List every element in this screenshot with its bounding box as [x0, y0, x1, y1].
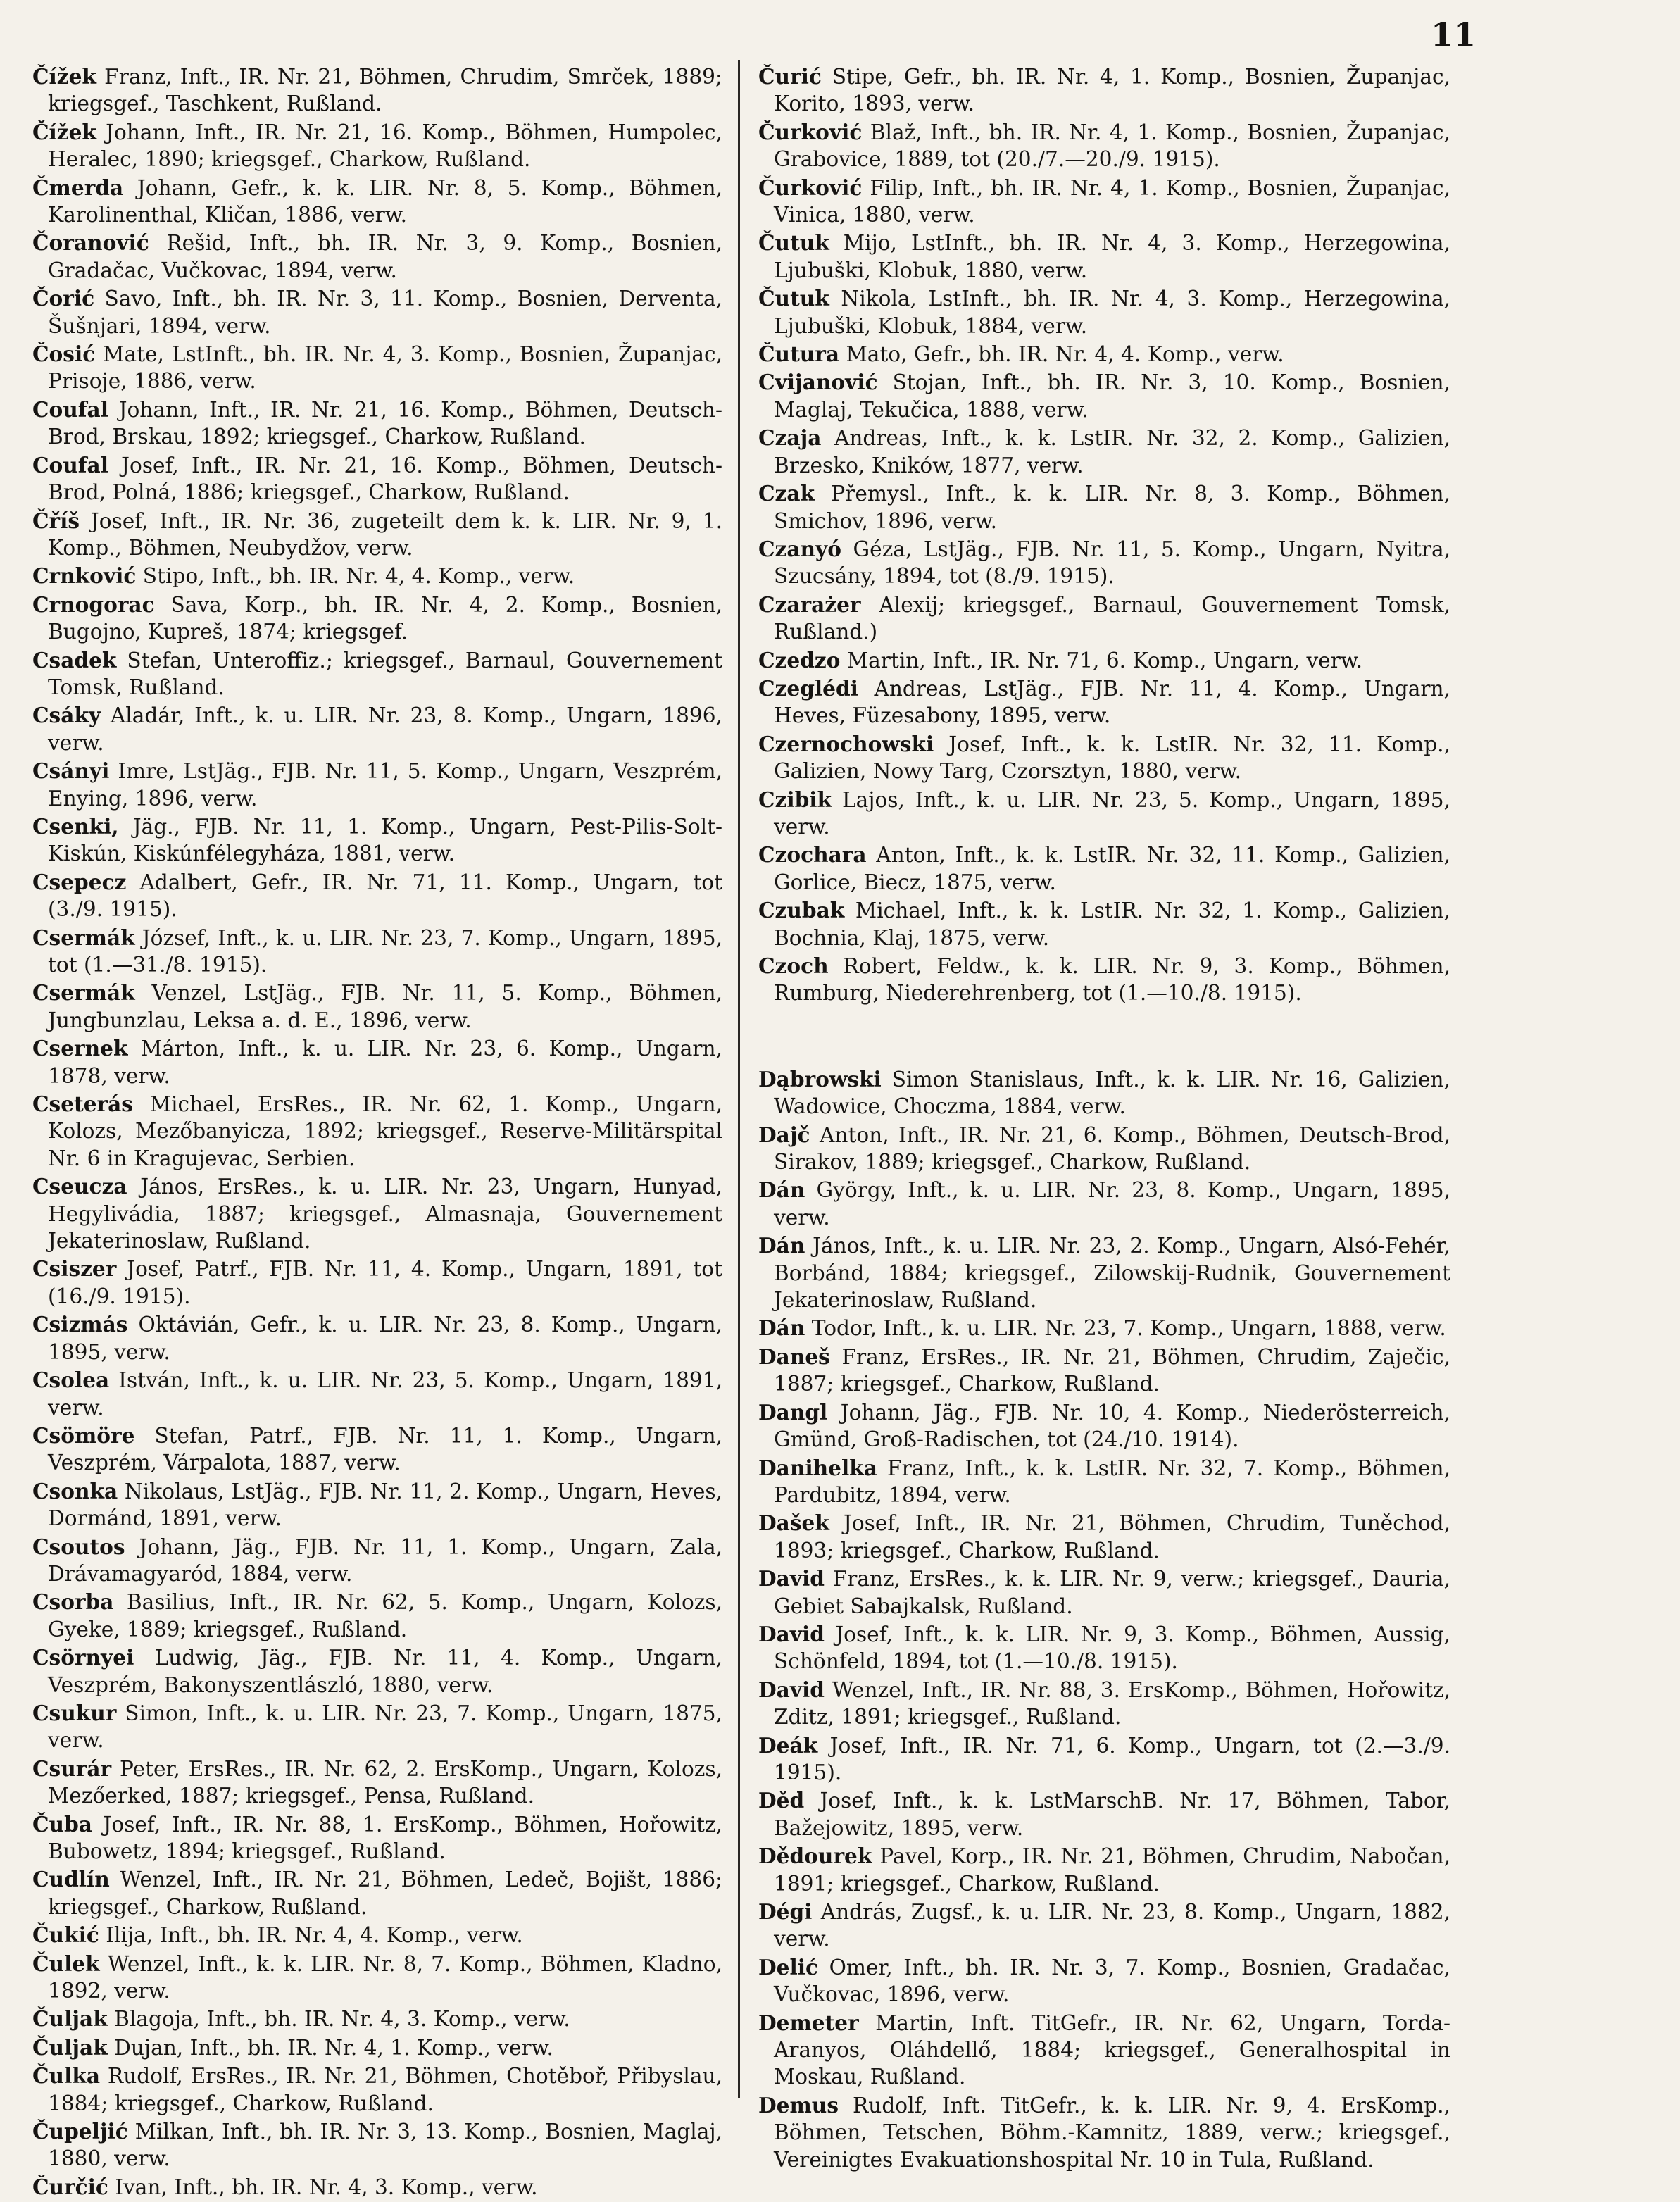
entry-surname: Cudlín	[32, 1867, 110, 1892]
list-entry	[32, 702, 722, 756]
list-entry	[32, 396, 722, 451]
list-entry	[758, 897, 1450, 951]
entry-details: Stojan, Inft., bh. IR. Nr. 3, 10. Komp., Bosnien, Maglaj, Tekučica, 1888, verw.	[774, 370, 1450, 422]
entry-surname: Czak	[758, 481, 815, 506]
list-entry	[758, 1843, 1450, 1897]
list-entry	[32, 119, 722, 173]
entry-surname: Czeglédi	[758, 675, 858, 701]
entry-details: Imre, LstJäg., FJB. Nr. 11, 5. Komp., Ungarn, Veszprém, Enying, 1896, verw.	[48, 759, 722, 811]
entry-surname: Csömöre	[32, 1422, 135, 1448]
entry-surname: Čuljak	[32, 2034, 108, 2060]
entry-details: Aladár, Inft., k. u. LIR. Nr. 23, 8. Komp., Ungarn, 1896, verw.	[48, 703, 722, 755]
entry-details: Martin, Inft. TitGefr., IR. Nr. 62, Ungarn, Torda-Aranyos, Oláhdellő, 1884; kriegsgef., Generalhospital in Moskau, Rußland.	[774, 2010, 1450, 2089]
entry-details: János, ErsRes., k. u. LIR. Nr. 23, Ungarn, Hunyad, Hegylivádia, 1887; kriegsgef., Almasnaja, Gouvernement Jekaterinoslaw, Rußland.	[48, 1175, 722, 1253]
left-column	[32, 63, 722, 2202]
entry-details: Milkan, Inft., bh. IR. Nr. 3, 13. Komp., Bosnien, Maglaj, 1880, verw.	[48, 2120, 722, 2171]
list-entry	[758, 1399, 1450, 1453]
entry-surname: Csukur	[32, 1700, 117, 1725]
entry-details: Franz, ErsRes., k. k. LIR. Nr. 9, verw.; kriegsgef., Dauria, Gebiet Sabajkalsk, Rußland.	[774, 1567, 1450, 1618]
entry-surname: Csadek	[32, 647, 117, 673]
entry-details: György, Inft., k. u. LIR. Nr. 23, 8. Komp., Ungarn, 1895, verw.	[774, 1178, 1450, 1230]
list-entry	[758, 647, 1450, 674]
list-entry	[32, 1478, 722, 1532]
entry-details: Andreas, Inft., k. k. LstIR. Nr. 32, 2. Komp., Galizien, Brzesko, Kników, 1877, verw.	[774, 426, 1450, 477]
entry-details: József, Inft., k. u. LIR. Nr. 23, 7. Komp., Ungarn, 1895, tot (1.—31./8. 1915).	[48, 925, 722, 977]
entry-details: Johann, Gefr., k. k. LIR. Nr. 8, 5. Komp., Böhmen, Karolinenthal, Kličan, 1886, verw.	[48, 175, 722, 227]
entry-details: Wenzel, Inft., k. k. LIR. Nr. 8, 7. Komp., Böhmen, Kladno, 1892, verw.	[48, 1951, 722, 2003]
entry-surname: David	[758, 1566, 825, 1591]
entry-surname: Čutuk	[758, 286, 829, 311]
entry-surname: Děd	[758, 1788, 805, 1813]
entry-surname: Čulka	[32, 2063, 100, 2089]
entry-surname: Csurár	[32, 1756, 112, 1781]
entry-surname: Csonka	[32, 1478, 118, 1503]
entry-surname: Čosić	[32, 342, 96, 367]
list-entry	[32, 980, 722, 1034]
entry-details: Sava, Korp., bh. IR. Nr. 4, 2. Komp., Bosnien, Bugojno, Kupreš, 1874; kriegsgef.	[48, 592, 722, 644]
list-entry	[758, 675, 1450, 730]
entry-surname: Czubak	[758, 898, 845, 923]
entry-details: Dujan, Inft., bh. IR. Nr. 4, 1. Komp., verw.	[114, 2035, 553, 2060]
entry-details: Stefan, Unteroffiz.; kriegsgef., Barnaul, Gouvernement Tomsk, Rußland.	[48, 648, 722, 699]
list-entry	[32, 2118, 722, 2172]
entry-surname: Czedzo	[758, 647, 841, 673]
list-entry	[32, 925, 722, 979]
column-divider	[738, 60, 740, 2098]
list-entry	[758, 1315, 1450, 1341]
list-entry	[32, 1367, 722, 1421]
list-entry	[32, 1422, 722, 1477]
entry-details: Jäg., FJB. Nr. 11, 1. Komp., Ungarn, Pest-Pilis-Solt-Kiskún, Kiskúnfélegyháza, 1881, verw.	[48, 814, 722, 866]
entry-surname: Csepecz	[32, 869, 127, 894]
list-entry	[32, 1756, 722, 1810]
entry-surname: Dajč	[758, 1122, 810, 1147]
list-entry	[758, 1677, 1450, 1731]
list-entry	[32, 1700, 722, 1754]
entry-surname: Crnković	[32, 563, 137, 589]
list-entry	[758, 1455, 1450, 1509]
entry-details: Nikola, LstInft., bh. IR. Nr. 4, 3. Komp., Herzegowina, Ljubuški, Klobuk, 1884, verw.	[774, 287, 1450, 338]
entry-details: Mijo, LstInft., bh. IR. Nr. 4, 3. Komp., Herzegowina, Ljubuški, Klobuk, 1880, verw.	[774, 231, 1450, 282]
list-entry	[32, 341, 722, 395]
list-entry	[758, 2010, 1450, 2091]
list-entry	[32, 647, 722, 701]
entry-details: Josef, Inft., k. k. LstIR. Nr. 32, 11. Komp., Galizien, Nowy Targ, Czorsztyn, 1880, verw.	[774, 732, 1450, 784]
entry-details: Anton, Inft., k. k. LstIR. Nr. 32, 11. Komp., Galizien, Gorlice, Biecz, 1875, verw.	[774, 843, 1450, 894]
entry-surname: Cseterás	[32, 1091, 133, 1117]
entry-details: Martin, Inft., IR. Nr. 71, 6. Komp., Ungarn, verw.	[846, 648, 1363, 673]
entry-details: Stipe, Gefr., bh. IR. Nr. 4, 1. Komp., Bosnien, Županjac, Korito, 1893, verw.	[774, 65, 1450, 116]
list-entry	[32, 1091, 722, 1172]
entry-surname: Czaja	[758, 425, 822, 451]
list-entry	[758, 119, 1450, 173]
entry-surname: David	[758, 1621, 825, 1646]
entry-surname: Čuljak	[32, 2006, 108, 2032]
list-entry	[758, 1510, 1450, 1564]
entry-surname: Czoch	[758, 953, 829, 978]
entry-details: Anton, Inft., IR. Nr. 21, 6. Komp., Böhmen, Deutsch-Brod, Sirakov, 1889; kriegsgef., Charkow, Rußland.	[774, 1122, 1450, 1175]
list-entry	[32, 1811, 722, 1865]
list-entry	[32, 1311, 722, 1365]
entry-surname: Čříš	[32, 508, 80, 533]
entry-details: Franz, Inft., IR. Nr. 21, Böhmen, Chrudim, Smrček, 1889; kriegsgef., Taschkent, Rußland.	[48, 65, 722, 116]
entry-details: Michael, ErsRes., IR. Nr. 62, 1. Komp., Ungarn, Kolozs, Mezőbanyicza, 1892; kriegsgef., Reserve-Militärspital Nr. 6 in Kragujevac, Serbien.	[48, 1092, 722, 1170]
entry-surname: Dašek	[758, 1510, 829, 1536]
list-entry	[32, 869, 722, 923]
list-entry	[32, 592, 722, 646]
list-entry	[758, 1565, 1450, 1620]
entry-details: Franz, ErsRes., IR. Nr. 21, Böhmen, Chrudim, Zaječic, 1887; kriegsgef., Charkow, Rußland.	[774, 1344, 1450, 1396]
list-entry	[758, 1344, 1450, 1398]
list-entry	[758, 285, 1450, 339]
entry-surname: Csoutos	[32, 1534, 125, 1559]
list-entry	[758, 787, 1450, 841]
entry-surname: Czarażer	[758, 592, 861, 617]
entry-surname: Csorba	[32, 1589, 114, 1615]
entry-surname: Čížek	[32, 119, 96, 144]
entry-surname: Dangl	[758, 1399, 828, 1425]
page-number: 11	[1430, 15, 1476, 54]
list-entry	[32, 230, 722, 284]
entry-surname: Czochara	[758, 842, 867, 868]
entry-surname: Čutura	[758, 342, 840, 367]
list-entry	[32, 813, 722, 868]
entry-surname: Csermák	[32, 980, 135, 1006]
entry-surname: Demeter	[758, 2010, 859, 2035]
entry-details: Josef, Inft., IR. Nr. 71, 6. Komp., Ungarn, tot (2.—3./9. 1915).	[774, 1733, 1450, 1784]
list-entry	[32, 1035, 722, 1089]
entry-surname: Čmerda	[32, 175, 124, 200]
list-entry	[32, 2063, 722, 2117]
entry-surname: Demus	[758, 2092, 839, 2117]
entry-surname: Danihelka	[758, 1455, 877, 1480]
entry-surname: Dégi	[758, 1899, 813, 1924]
entry-surname: Csernek	[32, 1036, 128, 1061]
entry-details: István, Inft., k. u. LIR. Nr. 23, 5. Komp., Ungarn, 1891, verw.	[48, 1368, 722, 1420]
entry-details: Márton, Inft., k. u. LIR. Nr. 23, 6. Komp., Ungarn, 1878, verw.	[48, 1037, 722, 1088]
entry-surname: Čurčić	[32, 2174, 108, 2199]
entry-details: Nikolaus, LstJäg., FJB. Nr. 11, 2. Komp., Ungarn, Heves, Dormánd, 1891, verw.	[48, 1479, 722, 1531]
list-entry	[32, 1922, 722, 1948]
entry-surname: Čoranović	[32, 230, 149, 256]
entry-surname: Csenki,	[32, 813, 119, 839]
list-entry	[32, 285, 722, 339]
entry-details: Josef, Inft., k. k. LstMarschB. Nr. 17, Böhmen, Tabor, Bažejowitz, 1895, verw.	[774, 1789, 1450, 1840]
entry-details: Pavel, Korp., IR. Nr. 21, Böhmen, Chrudim, Nabočan, 1891; kriegsgef., Charkow, Rußland.	[774, 1844, 1450, 1896]
entry-details: Alexij; kriegsgef., Barnaul, Gouvernement Tomsk, Rußland.)	[774, 592, 1450, 644]
entry-surname: Czibik	[758, 787, 832, 812]
list-entry	[32, 452, 722, 506]
list-entry	[758, 731, 1450, 785]
entry-surname: Csizmás	[32, 1312, 128, 1337]
list-entry	[758, 1122, 1450, 1176]
entry-surname: Čupeljić	[32, 2119, 128, 2144]
entry-details: Omer, Inft., bh. IR. Nr. 3, 7. Komp., Bosnien, Gradačac, Vučkovac, 1896, verw.	[774, 1955, 1450, 2007]
list-entry	[758, 175, 1450, 229]
list-entry	[758, 953, 1450, 1007]
entry-surname: David	[758, 1677, 825, 1702]
entry-details: Přemysl., Inft., k. k. LIR. Nr. 8, 3. Komp., Böhmen, Smichov, 1896, verw.	[774, 482, 1450, 533]
list-entry	[758, 1066, 1450, 1120]
entry-details: Rešid, Inft., bh. IR. Nr. 3, 9. Komp., Bosnien, Gradačac, Vučkovac, 1894, verw.	[48, 231, 722, 282]
entry-details: Johann, Jäg., FJB. Nr. 10, 4. Komp., Niederösterreich, Gmünd, Groß-Radischen, tot (24./10. 1914).	[774, 1400, 1450, 1452]
list-entry	[758, 341, 1450, 368]
entry-details: Josef, Inft., IR. Nr. 36, zugeteilt dem k. k. LIR. Nr. 9, 1. Komp., Böhmen, Neubydžov, verw.	[48, 508, 722, 560]
list-entry	[32, 1866, 722, 1920]
entry-surname: Dán	[758, 1177, 805, 1203]
list-entry	[32, 63, 722, 118]
list-entry	[758, 230, 1450, 284]
entry-details: Simon, Inft., k. u. LIR. Nr. 23, 7. Komp., Ungarn, 1875, verw.	[48, 1701, 722, 1753]
entry-details: Lajos, Inft., k. u. LIR. Nr. 23, 5. Komp., Ungarn, 1895, verw.	[774, 787, 1450, 839]
entry-surname: Čutuk	[758, 230, 829, 256]
list-entry	[758, 592, 1450, 646]
list-entry	[758, 1177, 1450, 1231]
list-entry	[32, 1951, 722, 2005]
list-entry	[758, 369, 1450, 423]
entry-surname: Čorić	[32, 286, 95, 311]
entry-surname: Daneš	[758, 1344, 830, 1369]
entry-details: Andreas, LstJäg., FJB. Nr. 11, 4. Komp., Ungarn, Heves, Füzesabony, 1895, verw.	[774, 676, 1450, 728]
entry-surname: Czanyó	[758, 536, 841, 561]
entry-surname: Cvijanović	[758, 370, 878, 395]
entry-surname: Čulek	[32, 1951, 100, 1976]
entry-details: Oktávián, Gefr., k. u. LIR. Nr. 23, 8. Komp., Ungarn, 1895, verw.	[48, 1313, 722, 1364]
list-entry	[758, 1898, 1450, 1953]
entry-details: Robert, Feldw., k. k. LIR. Nr. 9, 3. Komp., Böhmen, Rumburg, Niederehrenberg, tot (1.—10./8. 1915).	[774, 954, 1450, 1006]
list-entry	[758, 536, 1450, 590]
entry-surname: Coufal	[32, 452, 108, 477]
entry-details: Blaž, Inft., bh. IR. Nr. 4, 1. Komp., Bosnien, Županjac, Grabovice, 1889, tot (20./7.—20./9. 1915).	[774, 120, 1450, 172]
entry-surname: Csiszer	[32, 1256, 117, 1282]
entry-surname: Čuba	[32, 1811, 92, 1837]
list-entry	[758, 1787, 1450, 1841]
entry-details: Adalbert, Gefr., IR. Nr. 71, 11. Komp., Ungarn, tot (3./9. 1915).	[48, 870, 722, 922]
list-entry	[758, 1954, 1450, 2008]
section-gap	[758, 1008, 1450, 1066]
entry-details: Michael, Inft., k. k. LstIR. Nr. 32, 1. Komp., Galizien, Bochnia, Klaj, 1875, verw.	[774, 899, 1450, 950]
entry-surname: Delić	[758, 1954, 818, 1979]
list-entry	[32, 1644, 722, 1699]
list-entry	[758, 842, 1450, 896]
entry-details: Blagoja, Inft., bh. IR. Nr. 4, 3. Komp., verw.	[114, 2007, 570, 2032]
entry-details: Savo, Inft., bh. IR. Nr. 3, 11. Komp., Bosnien, Derventa, Šušnjari, 1894, verw.	[48, 287, 722, 338]
entry-details: Wenzel, Inft., IR. Nr. 21, Böhmen, Ledeč, Bojišt, 1886; kriegsgef., Charkow, Rußland.	[48, 1868, 722, 1919]
list-entry	[32, 1534, 722, 1588]
entry-details: Ilija, Inft., bh. IR. Nr. 4, 4. Komp., verw.	[106, 1923, 523, 1948]
entry-details: Josef, Inft., IR. Nr. 21, 16. Komp., Böhmen, Deutsch-Brod, Polná, 1886; kriegsgef., Charkow, Rußland.	[48, 453, 722, 505]
entry-details: Rudolf, Inft. TitGefr., k. k. LIR. Nr. 9, 4. ErsKomp., Böhmen, Tetschen, Böhm.-Kamnitz, 1889, verw.; kriegsgef., Vereinigtes Evakuationshospital Nr. 10 in Tula, Rußland.	[774, 2093, 1450, 2172]
entry-surname: Csolea	[32, 1368, 110, 1393]
list-entry	[758, 63, 1450, 118]
entry-surname: Csermák	[32, 925, 135, 950]
entry-surname: Dán	[758, 1315, 805, 1341]
entry-details: Géza, LstJäg., FJB. Nr. 11, 5. Komp., Ungarn, Nyitra, Szucsány, 1894, tot (8./9. 1915).	[774, 537, 1450, 589]
entry-details: Johann, Inft., IR. Nr. 21, 16. Komp., Böhmen, Humpolec, Heralec, 1890; kriegsgef., Charkow, Rußland.	[48, 120, 722, 172]
list-entry	[758, 2092, 1450, 2173]
entry-details: Johann, Jäg., FJB. Nr. 11, 1. Komp., Ungarn, Zala, Drávamagyaród, 1884, verw.	[48, 1534, 722, 1586]
list-entry	[758, 1621, 1450, 1675]
entry-details: Stefan, Patrf., FJB. Nr. 11, 1. Komp., Ungarn, Veszprém, Várpalota, 1887, verw.	[48, 1423, 722, 1475]
list-entry	[32, 2174, 722, 2201]
list-entry	[32, 1173, 722, 1254]
entry-surname: Cseucza	[32, 1174, 127, 1199]
entry-details: Simon Stanislaus, Inft., k. k. LIR. Nr. 16, Galizien, Wadowice, Choczma, 1884, verw.	[774, 1067, 1450, 1119]
entry-surname: Čurić	[758, 64, 822, 89]
entry-details: Todor, Inft., k. u. LIR. Nr. 23, 7. Komp., Ungarn, 1888, verw.	[811, 1316, 1446, 1341]
entry-details: Ludwig, Jäg., FJB. Nr. 11, 4. Komp., Ungarn, Veszprém, Bakonyszentlászló, 1880, verw.	[48, 1646, 722, 1697]
list-entry	[32, 2034, 722, 2061]
list-entry	[758, 1732, 1450, 1787]
entry-surname: Dědourek	[758, 1844, 872, 1869]
entry-details: Josef, Inft., IR. Nr. 21, Böhmen, Chrudim, Tuněchod, 1893; kriegsgef., Charkow, Rußland.	[774, 1511, 1450, 1563]
entry-details: Josef, Inft., IR. Nr. 88, 1. ErsKomp., Böhmen, Hořowitz, Bubowetz, 1894; kriegsgef., Rußland.	[48, 1812, 722, 1863]
entry-surname: Csáky	[32, 703, 101, 728]
list-entry	[758, 1232, 1450, 1313]
list-entry	[32, 1589, 722, 1643]
list-entry	[32, 2006, 722, 2032]
entry-surname: Crnogorac	[32, 592, 155, 617]
list-entry	[32, 758, 722, 812]
entry-details: Venzel, LstJäg., FJB. Nr. 11, 5. Komp., Böhmen, Jungbunzlau, Leksa a. d. E., 1896, verw.	[48, 981, 722, 1032]
entry-details: Filip, Inft., bh. IR. Nr. 4, 1. Komp., Bosnien, Županjac, Vinica, 1880, verw.	[774, 175, 1450, 227]
entry-details: Franz, Inft., k. k. LstIR. Nr. 32, 7. Komp., Böhmen, Pardubitz, 1894, verw.	[774, 1456, 1450, 1507]
list-entry	[32, 563, 722, 589]
entry-surname: Čížek	[32, 64, 96, 89]
entry-surname: Čurković	[758, 119, 863, 144]
entry-details: Rudolf, ErsRes., IR. Nr. 21, Böhmen, Chotěboř, Přibyslau, 1884; kriegsgef., Charkow, Rußland.	[48, 2064, 722, 2115]
list-entry	[758, 480, 1450, 534]
entry-details: Ivan, Inft., bh. IR. Nr. 4, 3. Komp., verw.	[115, 2175, 538, 2199]
entry-surname: Csörnyei	[32, 1645, 134, 1670]
entry-surname: Czernochowski	[758, 731, 934, 756]
list-entry	[758, 425, 1450, 479]
entry-details: Peter, ErsRes., IR. Nr. 62, 2. ErsKomp., Ungarn, Kolozs, Mezőerked, 1887; kriegsgef., Pensa, Rußland.	[48, 1756, 722, 1808]
entry-surname: Čurković	[758, 175, 863, 200]
entry-surname: Coufal	[32, 396, 108, 422]
entry-details: János, Inft., k. u. LIR. Nr. 23, 2. Komp., Ungarn, Alsó-Fehér, Borbánd, 1884; kriegsgef., Zilowskij-Rudnik, Gouvernement Jekaterinoslaw, Rußland.	[774, 1234, 1450, 1313]
entry-details: Mato, Gefr., bh. IR. Nr. 4, 4. Komp., verw.	[846, 342, 1284, 367]
entry-surname: Dąbrowski	[758, 1066, 882, 1091]
right-column	[758, 63, 1450, 2175]
list-entry	[32, 508, 722, 562]
entry-details: Josef, Inft., k. k. LIR. Nr. 9, 3. Komp., Böhmen, Aussig, Schönfeld, 1894, tot (1.—10./8. 1915).	[774, 1622, 1450, 1674]
entry-details: Johann, Inft., IR. Nr. 21, 16. Komp., Böhmen, Deutsch-Brod, Brskau, 1892; kriegsgef., Charkow, Rußland.	[48, 397, 722, 449]
list-entry	[32, 1256, 722, 1310]
entry-details: Basilius, Inft., IR. Nr. 62, 5. Komp., Ungarn, Kolozs, Gyeke, 1889; kriegsgef., Rußland.	[48, 1590, 722, 1641]
entry-details: András, Zugsf., k. u. LIR. Nr. 23, 8. Komp., Ungarn, 1882, verw.	[774, 1900, 1450, 1951]
entry-surname: Čukić	[32, 1922, 99, 1948]
entry-surname: Dán	[758, 1233, 805, 1258]
entry-surname: Csányi	[32, 758, 110, 784]
list-entry	[32, 175, 722, 229]
entry-details: Wenzel, Inft., IR. Nr. 88, 3. ErsKomp., Böhmen, Hořowitz, Zditz, 1891; kriegsgef., Rußland.	[774, 1677, 1450, 1729]
entry-details: Stipo, Inft., bh. IR. Nr. 4, 4. Komp., verw.	[142, 564, 575, 589]
entry-details: Mate, LstInft., bh. IR. Nr. 4, 3. Komp., Bosnien, Županjac, Prisoje, 1886, verw.	[48, 342, 722, 394]
entry-surname: Deák	[758, 1732, 818, 1758]
entry-details: Josef, Patrf., FJB. Nr. 11, 4. Komp., Ungarn, 1891, tot (16./9. 1915).	[48, 1257, 722, 1308]
